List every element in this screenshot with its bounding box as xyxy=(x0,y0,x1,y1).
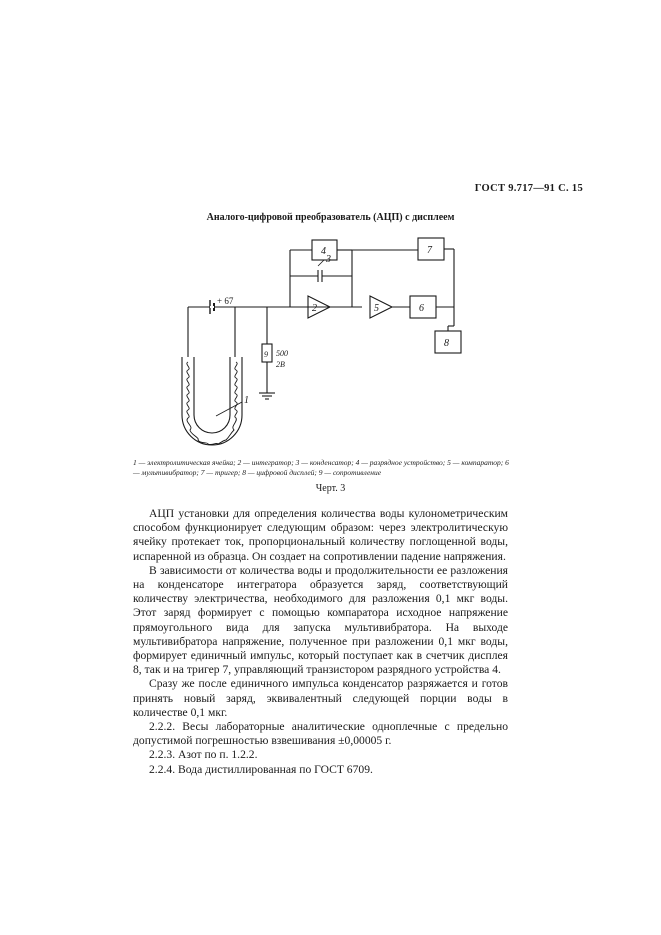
resistor-value: 500 xyxy=(276,349,288,358)
resistor-voltage: 2В xyxy=(276,360,285,369)
discharge-label: 4 xyxy=(321,246,326,257)
u-tube-inner xyxy=(194,357,230,433)
paragraph: 2.2.3. Азот по п. 1.2.2. xyxy=(149,748,258,762)
cell-label: 1 xyxy=(244,395,249,406)
page-header: ГОСТ 9.717—91 С. 15 xyxy=(474,183,583,194)
voltage-label: + 67 xyxy=(217,296,234,306)
figure-title: Аналого-цифровой преобразователь (АЦП) с дисплеем xyxy=(206,212,455,223)
body-text xyxy=(133,507,508,777)
resistor-label: 9 xyxy=(264,350,268,359)
paragraph: АЦП установки для определения количества воды кулонометрическим способом функционирует следующим образом: через электролитическую ячейку протекает ток, пропорциональный количеству поглощенной воды, испаренной из образца. Он создает на сопротивлении падение напряжения. xyxy=(133,507,508,563)
display-label: 8 xyxy=(444,338,449,349)
integrator-label: 2 xyxy=(312,303,317,314)
paragraph: Сразу же после единичного импульса конденсатор разряжается и готов принять новый заряд, эквивалентный следующей порции воды в количестве 0,1 мкг. xyxy=(133,677,508,719)
circuit-diagram xyxy=(170,230,470,455)
figure-legend: 1 — электролитическая ячейка; 2 — интегратор; 3 — конденсатор; 4 — разрядное устройство; 5 — компаратор; 6 — мультивибратор; 7 — тригер; 8 — цифровой дисплей; 9 — сопротивление xyxy=(133,458,509,477)
trigger-label: 7 xyxy=(427,245,432,256)
capacitor-label: 3 xyxy=(326,254,331,265)
comparator-label: 5 xyxy=(374,303,379,314)
cell-leader xyxy=(216,402,242,416)
multivibrator-label: 6 xyxy=(419,303,424,314)
paragraph: В зависимости от количества воды и продолжительности ее разложения на конденсаторе интегратора образуется заряд, соответствующий количеству электричества, необходимого для разложения 0,1 мкг воды. Этот заряд формирует с помощью компаратора исходное напряжение прямоугольного вида для запуска мультивибратора. На выходе мультивибратора напряжение, полученное при разложении 0,1 мкг воды, формирует единичный импульс, который поступает как в счетчик дисплея 8, так и на тригер 7, управляющий транзистором разрядного устройства 4. xyxy=(133,563,508,677)
paragraph: 2.2.2. Весы лабораторные аналитические одноплечные с предельно допустимой погрешностью взвешивания ±0,00005 г. xyxy=(133,720,508,748)
paragraph: 2.2.4. Вода дистиллированная по ГОСТ 6709. xyxy=(149,762,373,776)
figure-caption: Черт. 3 xyxy=(315,483,346,494)
